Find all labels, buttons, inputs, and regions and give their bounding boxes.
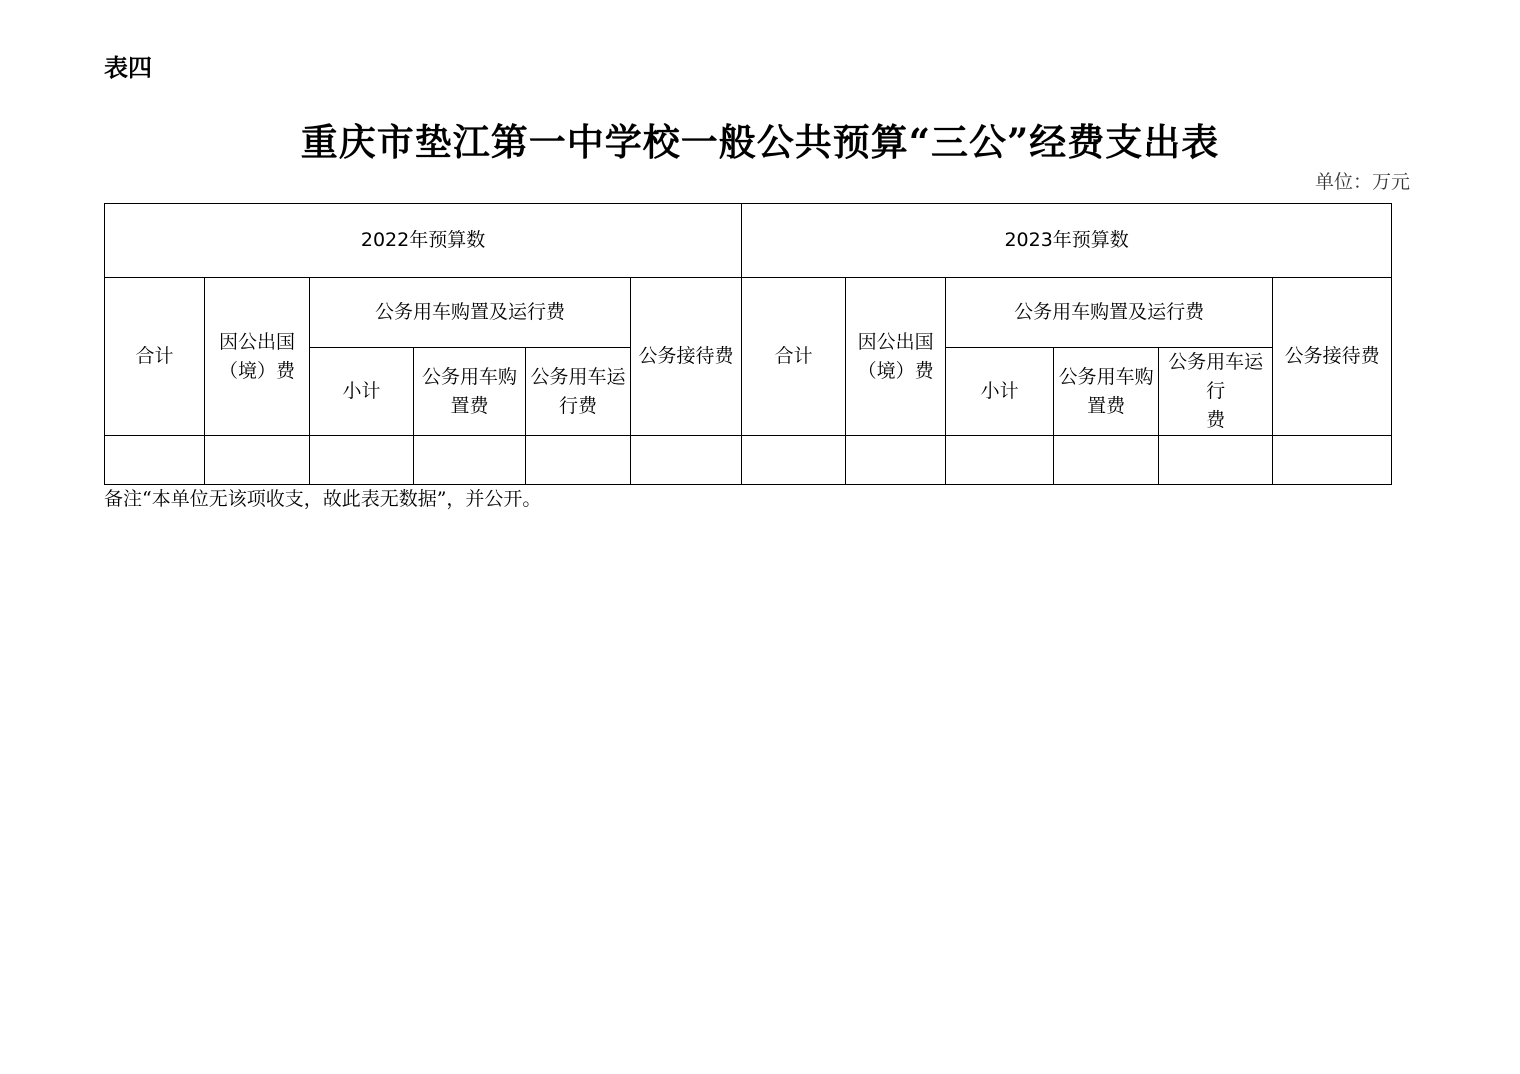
unit-label: 单位：万元	[1314, 171, 1410, 193]
table-row	[105, 436, 1392, 485]
table-cell	[846, 436, 946, 485]
header-purchase-2022: 公务用车购 置费	[414, 348, 526, 436]
table-cell	[414, 436, 526, 485]
table-cell	[105, 436, 205, 485]
table-cell	[946, 436, 1054, 485]
header-vehicle-2023: 公务用车购置及运行费	[946, 278, 1273, 348]
header-abroad-2023: 因公出国 （境）费	[846, 278, 946, 436]
table-cell	[526, 436, 631, 485]
header-reception-2022: 公务接待费	[631, 278, 742, 436]
header-subtotal-2023: 小计	[946, 348, 1054, 436]
table-cell	[1054, 436, 1159, 485]
table-cell	[310, 436, 414, 485]
header-total-2023: 合计	[742, 278, 846, 436]
header-total-2022: 合计	[105, 278, 205, 436]
table-cell	[742, 436, 846, 485]
header-subtotal-2022: 小计	[310, 348, 414, 436]
table-number-label: 表四	[104, 54, 152, 82]
footnote: 备注“本单位无该项收支，故此表无数据”，并公开。	[104, 488, 542, 510]
header-abroad-2022: 因公出国 （境）费	[205, 278, 310, 436]
table-cell	[631, 436, 742, 485]
table-cell	[1273, 436, 1392, 485]
group-header-2022: 2022年预算数	[105, 204, 742, 278]
budget-table	[104, 203, 1392, 485]
header-reception-2023: 公务接待费	[1273, 278, 1392, 436]
table-cell	[205, 436, 310, 485]
header-vehicle-2022: 公务用车购置及运行费	[310, 278, 631, 348]
header-running-2023: 公务用车运行 费	[1159, 348, 1273, 436]
group-header-2023: 2023年预算数	[742, 204, 1392, 278]
document-title: 重庆市垫江第一中学校一般公共预算“三公”经费支出表	[300, 120, 1220, 164]
table-cell	[1159, 436, 1273, 485]
header-running-2022: 公务用车运 行费	[526, 348, 631, 436]
header-purchase-2023: 公务用车购 置费	[1054, 348, 1159, 436]
